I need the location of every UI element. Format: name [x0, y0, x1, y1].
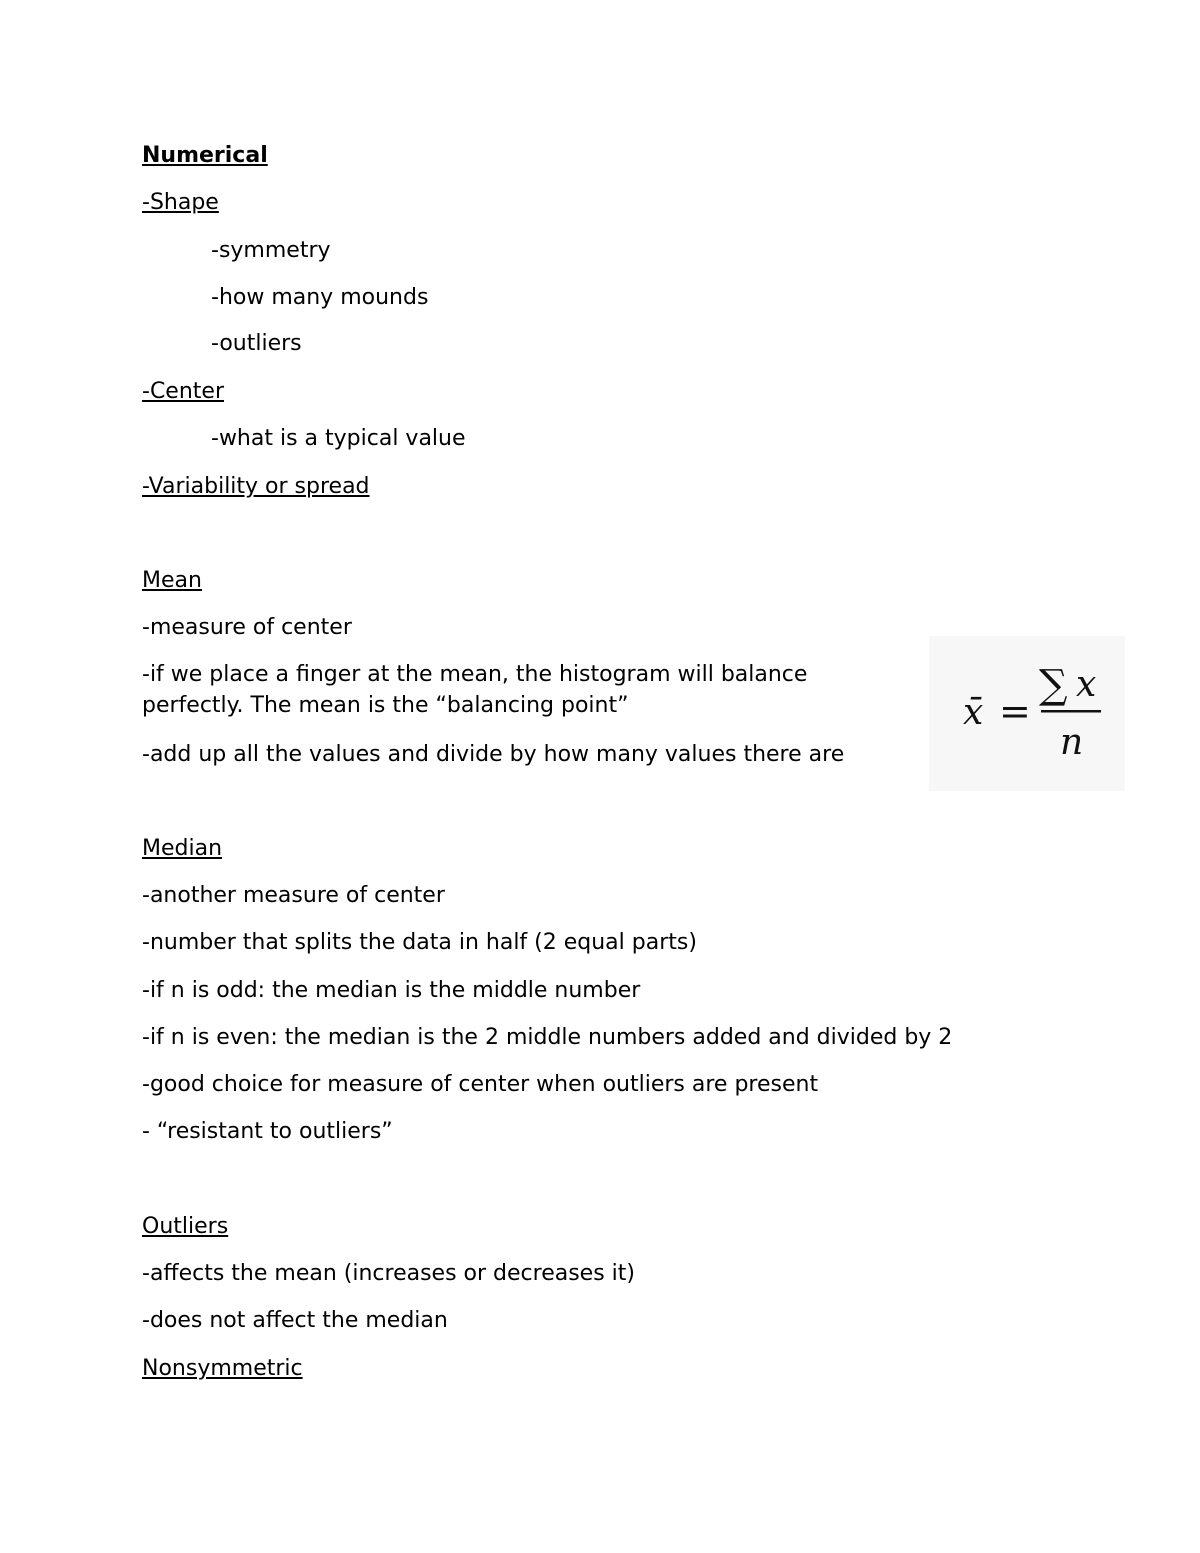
- median-item-good-choice: -good choice for measure of center when outliers are present: [142, 1072, 819, 1097]
- formula-n: n: [1060, 722, 1084, 763]
- mean-item-measure-of-center: -measure of center: [142, 615, 352, 640]
- shape-item-mounds: -how many mounds: [211, 285, 429, 310]
- center-item-typical-value: -what is a typical value: [211, 426, 466, 451]
- median-item-another-measure: -another measure of center: [142, 883, 445, 908]
- heading-variability: -Variability or spread: [142, 474, 370, 499]
- outliers-item-affects-mean: -affects the mean (increases or decreases it): [142, 1261, 635, 1286]
- shape-item-symmetry: -symmetry: [211, 238, 331, 263]
- mean-item-balancing-point: -if we place a finger at the mean, the histogram will balance perfectly. The mean is the “balancing point”: [142, 662, 808, 718]
- mean-item-add-and-divide: -add up all the values and divide by how many values there are: [142, 742, 845, 767]
- heading-center: -Center: [142, 379, 224, 404]
- heading-shape: -Shape: [142, 190, 219, 215]
- heading-nonsymmetric: Nonsymmetric: [142, 1356, 303, 1381]
- median-item-even: -if n is even: the median is the 2 middle numbers added and divided by 2: [142, 1025, 953, 1050]
- median-item-splits-data: -number that splits the data in half (2 equal parts): [142, 930, 697, 955]
- shape-item-outliers: -outliers: [211, 331, 302, 356]
- heading-outliers: Outliers: [142, 1214, 229, 1239]
- outliers-item-not-median: -does not affect the median: [142, 1308, 448, 1333]
- formula-equals: =: [999, 689, 1031, 733]
- formula-x: x: [1076, 664, 1097, 705]
- formula-x-bar: x̄: [963, 692, 984, 733]
- median-item-odd: -if n is odd: the median is the middle number: [142, 978, 641, 1003]
- document-title: Numerical: [142, 143, 268, 168]
- formula-sum-symbol: ∑: [1039, 662, 1068, 708]
- formula-fraction-bar: [1041, 710, 1101, 713]
- heading-mean: Mean: [142, 568, 202, 593]
- mean-formula-image: [929, 636, 1125, 791]
- median-item-resistant: - “resistant to outliers”: [142, 1119, 393, 1144]
- heading-median: Median: [142, 836, 223, 861]
